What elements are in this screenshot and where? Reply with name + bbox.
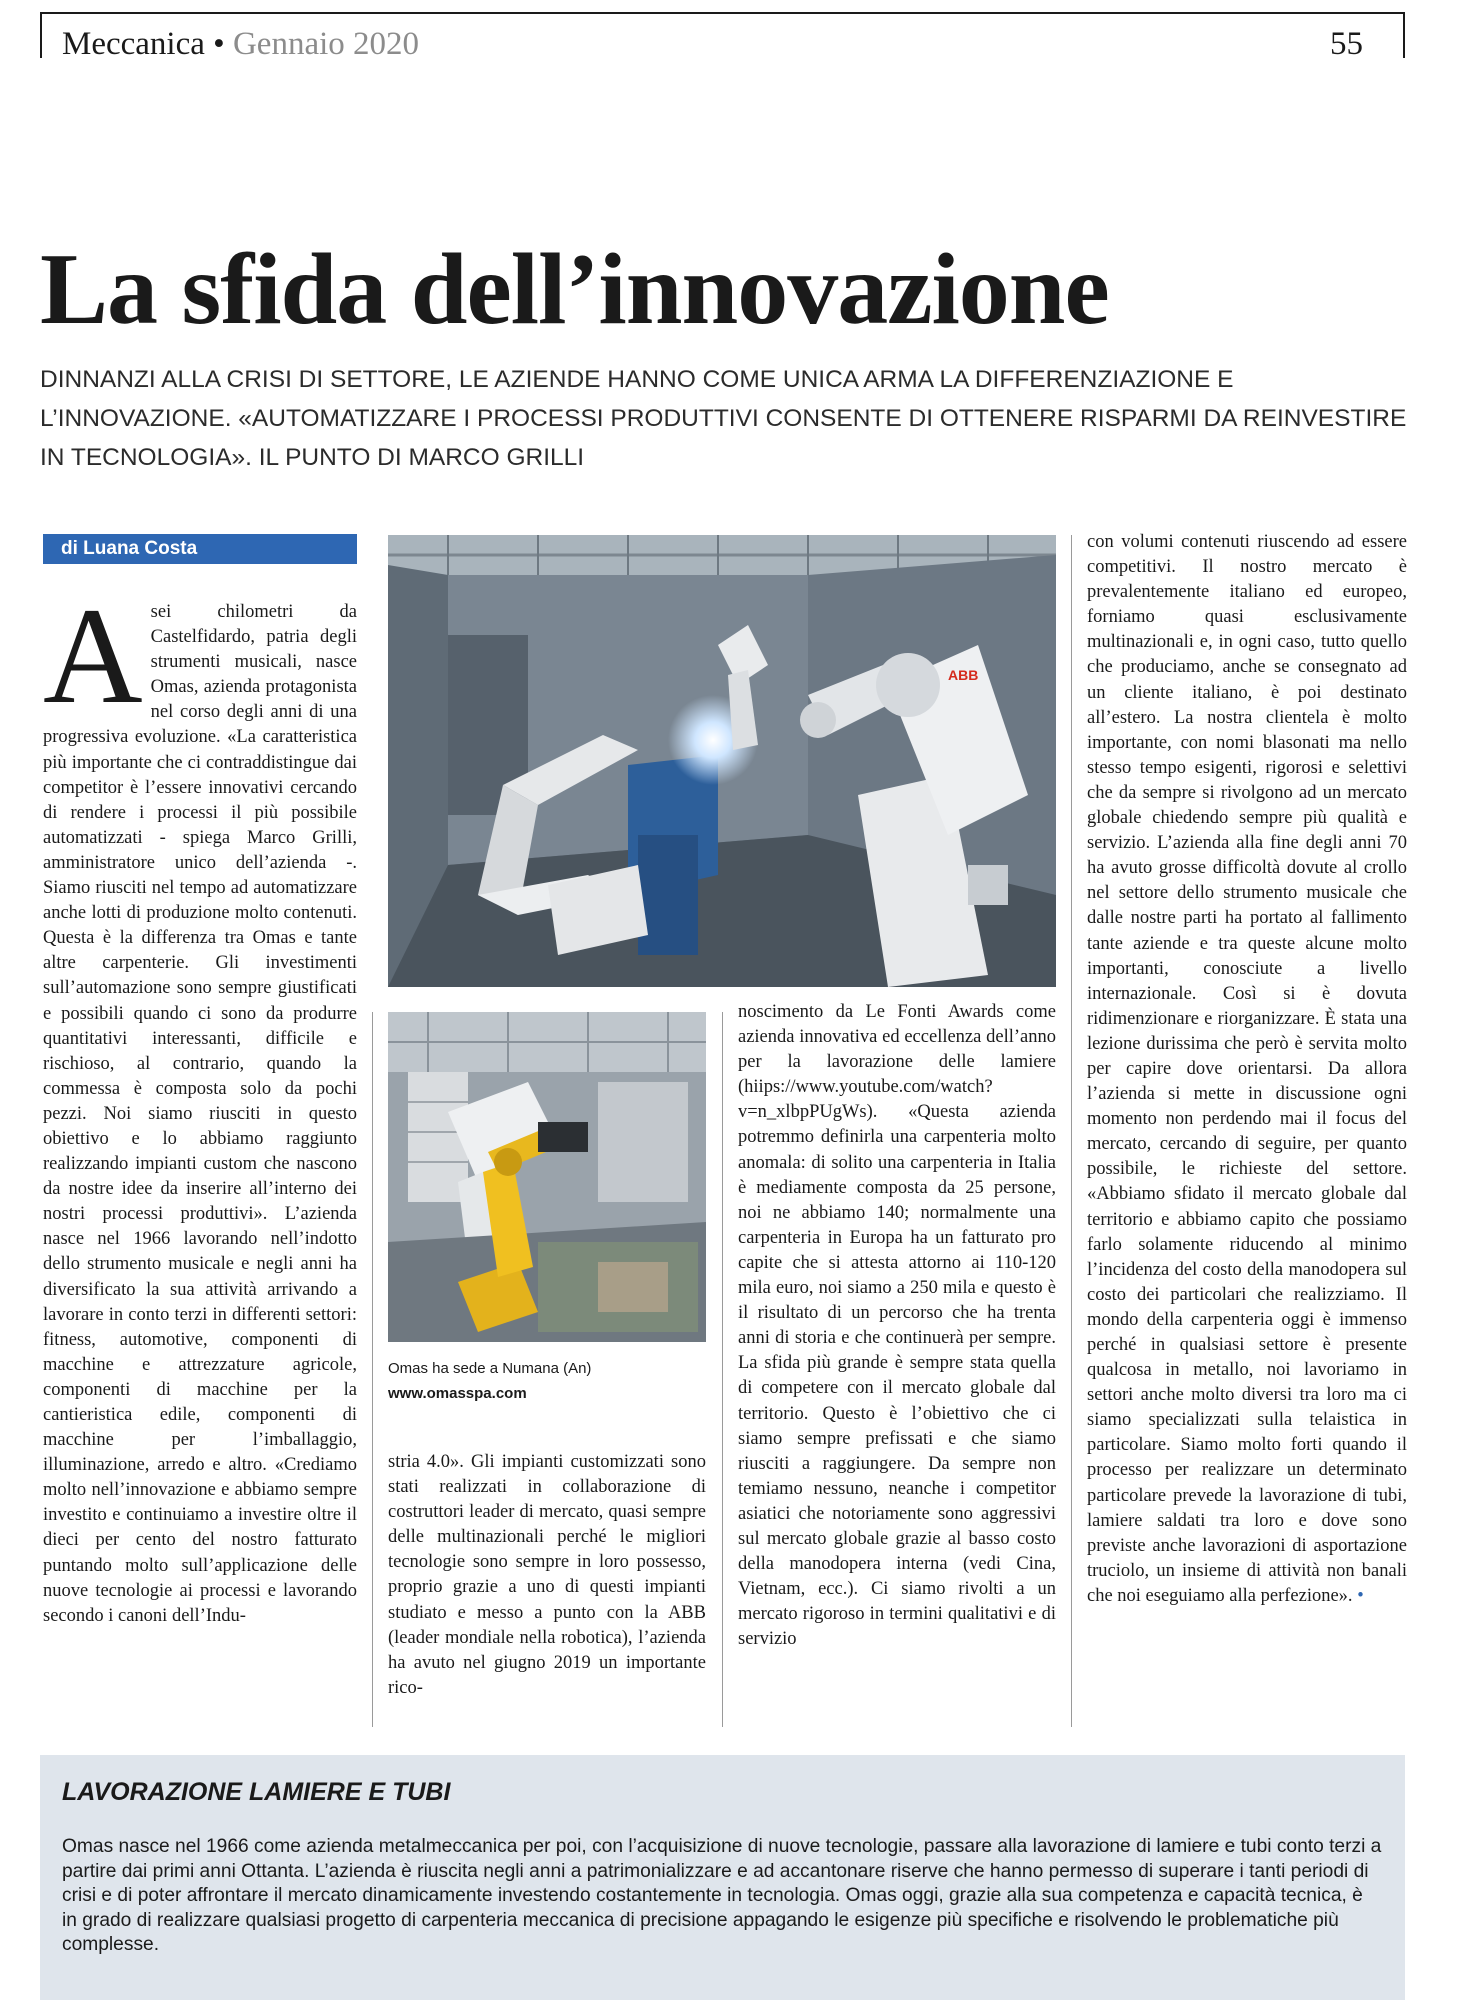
caption-url[interactable]: www.omasspa.com xyxy=(388,1385,527,1402)
column-rule xyxy=(722,1012,723,1727)
byline: di Luana Costa xyxy=(43,534,357,564)
factory-robot-photo xyxy=(388,1012,706,1342)
header-separator: • xyxy=(204,26,233,62)
magazine-name: Meccanica xyxy=(62,26,205,62)
article-column-1 xyxy=(43,600,357,1728)
article-column-2: stria 4.0». Gli impianti customizzati sono stati realizzati in collaborazione di costruttori leader di mercato, quasi sempre delle multinazionali perché le migliori tecnologie sono sempre in loro possesso, proprio grazie a uno di questi impianti studiato e messo a punto con la ABB (leader mondiale nella robotica), l’azienda ha avuto nel giugno 2019 un importante rico- xyxy=(388,1452,706,1698)
article-title: La sfida dell’innovazione xyxy=(40,233,1109,346)
column-rule xyxy=(372,1012,373,1727)
header-rule-left xyxy=(40,12,42,58)
column-1-text: sei chilometri da Castelfidardo, patria degli strumenti musicali, nasce Omas, azienda protagonista nel corso degli anni di una progressiva evoluzione. «La caratteristica più importante che ci contraddistingue dai competitor è l’essere innovativi cercando di rendere i processi il più possibile automatizzati - spiega Marco Grilli, amministratore unico dell’azienda -. Siamo riusciti nel tempo ad automatizzare anche lotti di produzione molto contenuti. Questa è la differenza tra Omas e tante altre carpenterie. Gli investimenti sull’automazione sono sempre giustificati e possibili quando ci sono da produrre quantitativi interessanti, difficile e rischioso, al contrario, quando la commessa è composta solo da pochi pezzi. Noi siamo riusciti in questo obiettivo e lo abbiamo raggiunto realizzando impianti custom che nascono da nostre idee da inserire all’interno dei nostri processi produttivi». L’azienda nasce nel 1966 lavorando nell’indotto dello strumento musicale e negli anni ha diversificato la sua attività arrivando a lavorare in conto terzi in differenti settori: fitness, automotive, componenti di macchine e attrezzature agricole, componenti di macchine per la cantieristica edile, componenti di macchine per l’imballaggio, illuminazione, arredo e altro. «Crediamo molto nell’innovazione e abbiamo sempre investito e continuiamo a investire oltre il dieci per cento del nostro fatturato puntando molto sull’applicazione delle nuove tecnologie ai processi e lavorando secondo i canoni dell’Indu- xyxy=(43,602,357,1626)
column-4-text: con volumi contenuti riuscendo ad essere competitivi. Il nostro mercato è prevalentemente italiano ed europeo, forniamo quasi esclusivamente multinazionali e, in ogni caso, tutto quello che produciamo, anche se consegnato ad un cliente italiano, è poi destinato all’estero. La nostra clientela è molto importante, con nomi blasonati ma nello stesso tempo esigenti, rigorosi e selettivi che da sempre si rivolgono ad un mercato globale chiedendo sempre più qualità e servizio. L’azienda alla fine degli anni 70 ha avuto grosse difficoltà dovute al crollo nel settore dello strumento musicale che dalle nostre parti ha portato al fallimento tante aziende e tra queste alcune molto importanti, conosciute a livello internazionale. Così si è dovuta ridimenzionare e riorganizzare. È stata una lezione durissima che però è servita molto per capire dove orientarsi. Da allora l’azienda si mette in discussione ogni momento non perdendo mai il focus del mercato, cercando di seguire, per quanto possibile, le richieste del settore. «Abbiamo sfidato il mercato globale dal territorio e abbiamo capito che possiamo farlo solamente riducendo al minimo l’incidenza del costo della manodopera sul costo dei particolari che realizziamo. Il mondo della carpenteria oggi è immenso perché in qualsiasi settore è presente qualcosa in metallo, noi lavoriamo in settori anche molto diversi tra loro ma ci siamo specializzati sulla telaistica in particolare. Siamo molto forti quando il processo per realizzare un determinato particolare prevede la lavorazione di tubi, lamiere saldati tra loro e dove sono previste anche lavorazioni di asportazione truciolo, un insieme di attività non banali che noi eseguiamo alla perfezione». xyxy=(1087,532,1407,1606)
column-rule xyxy=(1071,535,1072,1727)
box-text: Omas nasce nel 1966 come azienda metalmeccanica per poi, con l’acquisizione di nuove tecnologie, passare alla lavorazione di lamiere e tubi conto terzi a partire dai primi anni Ottanta. L’azienda è riuscita negli anni a patrimonializzare e ad accantonare riserve che hanno permesso di superare i tanti periodi di crisi e di poter affrontare il mercato dinamicamente investendo costantemente in tecnologia. Omas oggi, grazie alla sua competenza e capacità tecnica, è in grado di realizzare qualsiasi progetto di carpenteria meccanica di precisione appagando le esigenze più specifiche e risolvendo le problematiche più complesse. xyxy=(62,1836,1382,1955)
running-header xyxy=(62,24,419,64)
photo-caption xyxy=(388,1356,706,1406)
header-rule xyxy=(40,12,1405,14)
box-title: LAVORAZIONE LAMIERE E TUBI xyxy=(62,1778,451,1806)
article-lead: DINNANZI ALLA CRISI DI SETTORE, LE AZIENDE HANNO COME UNICA ARMA LA DIFFERENZIAZIONE E L’INNOVAZIONE. «AUTOMATIZZARE I PROCESSI PRODUTTIVI CONSENTE DI OTTENERE RISPARMI DA REINVESTIRE IN TECNOLOGIA». IL PUNTO DI MARCO GRILLI xyxy=(40,366,1407,471)
issue-date: Gennaio 2020 xyxy=(232,26,420,62)
article-column-4 xyxy=(1087,530,1407,1730)
drop-cap: A xyxy=(43,600,143,732)
sidebar-box xyxy=(40,1755,1405,2000)
robot-welding-photo xyxy=(388,535,1056,987)
caption-text: Omas ha sede a Numana (An) xyxy=(388,1360,592,1377)
page-number: 55 xyxy=(1330,26,1363,62)
robot-brand-label: ABB xyxy=(948,667,979,683)
header-rule-right xyxy=(1403,12,1405,58)
article-column-3: noscimento da Le Fonti Awards come azienda innovativa ed eccellenza dell’anno per la lavorazione delle lamiere (hiips://www.youtube.com/watch?v=n_xlbpPUgWs). «Questa azienda potremmo definirla una carpenteria molto anomala: di solito una carpenteria in Italia è mediamente composta da 25 persone, noi ne abbiamo 140; normalmente una carpenteria in Europa ha un fatturato pro capite che si attesta attorno ai 110-120 mila euro, noi siamo a 250 mila e questo è il risultato di un percorso che ha trenta anni di storia e che continuerà per sempre. La sfida più grande è sempre stata quella di competere con il mercato globale dal territorio. Questo è l’obiettivo che ci siamo sempre prefissati e che siamo riusciti a raggiungere. Da sempre non temiamo nessuno, neanche i competitor asiatici che notoriamente sono aggressivi sul mercato globale grazie al basso costo della manodopera interna (vedi Cina, Vietnam, ecc.). Ci siamo rivolti a un mercato rigoroso in termini qualitativi e di servizio xyxy=(738,1002,1056,1650)
end-mark: • xyxy=(1357,1585,1364,1606)
